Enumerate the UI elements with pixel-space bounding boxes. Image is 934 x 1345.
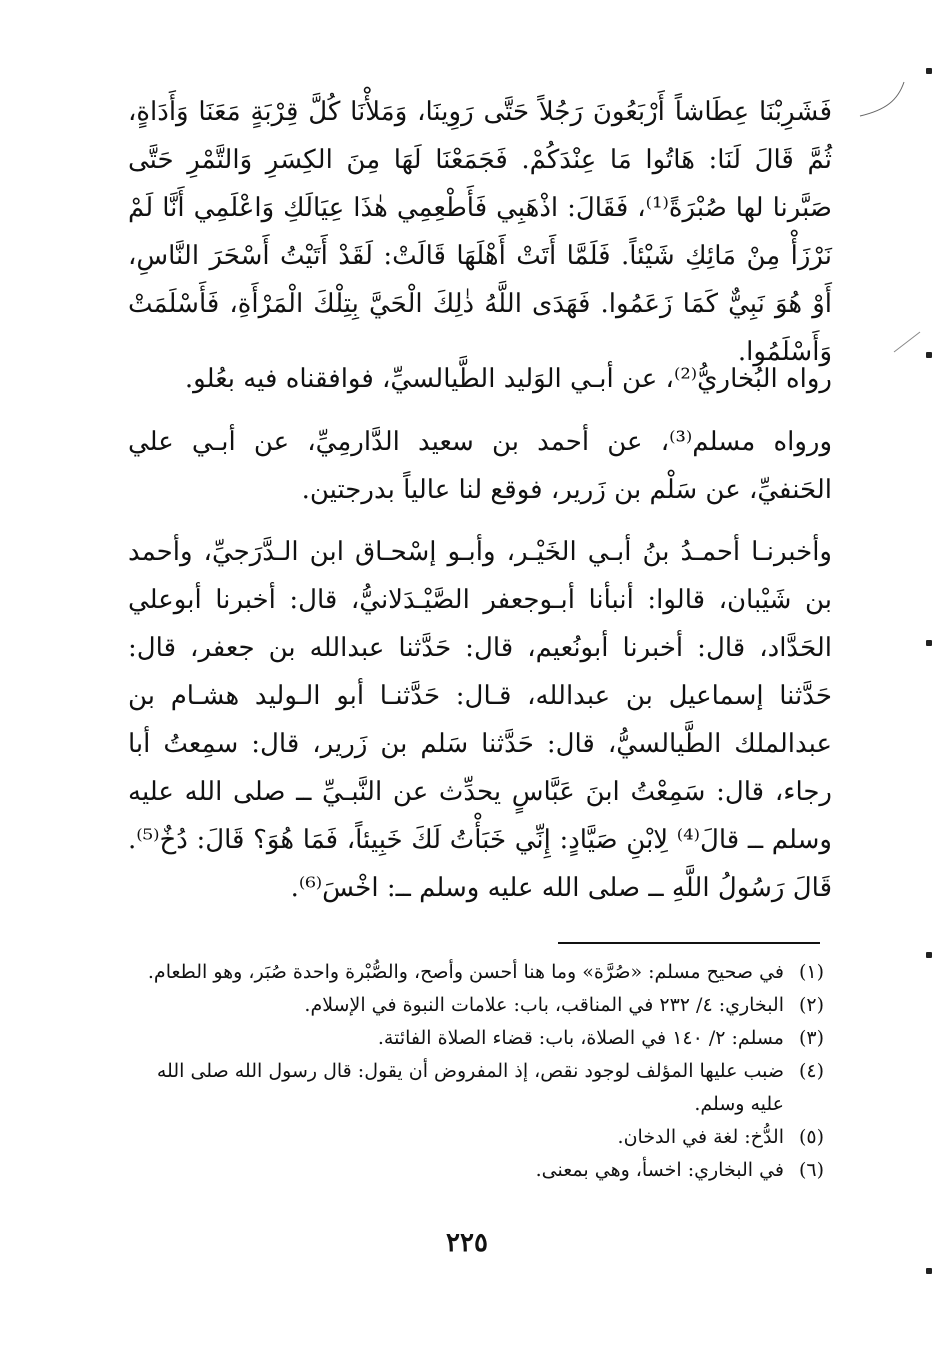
footnote-item (128, 1055, 824, 1121)
margin-dot (926, 640, 932, 646)
body-paragraph-2 (128, 355, 832, 403)
footnote-number: (٥) (798, 1126, 824, 1148)
pencil-mark (858, 80, 908, 120)
footnote-item (128, 1121, 824, 1154)
footnotes (128, 956, 824, 1187)
footnote-number: (١) (798, 961, 824, 983)
footnote-number: (٦) (798, 1159, 824, 1181)
footnote-item (128, 989, 824, 1022)
footnote-text: ضبب عليها المؤلف لوجود نقص، إذ المفروض أن يقول: قال رسول الله صلى الله عليه وسلم. (156, 1060, 784, 1115)
footnote-number: (٢) (798, 994, 824, 1016)
footnote-text: مسلم: ٢/ ١٤٠ في الصلاة، باب: قضاء الصلاة الفائتة. (377, 1027, 784, 1049)
margin-dot (926, 352, 932, 358)
page-number: ٢٢٥ (446, 1228, 488, 1258)
footnote-separator (558, 942, 820, 944)
footnote-number: (٣) (798, 1027, 824, 1049)
body-paragraph-4 (128, 528, 832, 912)
footnote-item (128, 1022, 824, 1055)
margin-dot (926, 952, 932, 958)
footnote-number: (٤) (798, 1060, 824, 1082)
pencil-mark (892, 330, 922, 354)
paragraph-text: وأخبرنـا أحمـدُ بنُ أبـي الخَيْـر، وأبـو إسْحـاق ابن الـدَّرَجيِّ، وأحمد بن شَيْبان، قالوا: أنبأنا أبـوجعفر الصَّيْـدَلانيُّ، قال: أخبرنا أبوعلي الحَدَّاد، قال: أخبرنا أبونُعيم، قال: حَدَّثنا عبدالله بن جعفر، قال: حَدَّثنا إسماعيل بن عبدالله، قـال: حَدَّثنـا أبو الـوليد هشـام بن عبدالملك الطَّيالسيُّ، قال: حَدَّثنا سَلم بن زَرير، قال: سمِعتُ أبا رجاء، قال: سَمِعْتُ ابنَ عَبَّاسٍ يحدِّث عن النَّبـيِّ ــ صلى الله عليه وسلم ــ قالَ⁽⁴⁾ لِابْنِ صَيَّادٍ: إِنِّي خَبَأْتُ لَكَ خَبِيئاً، فَمَا هُوَ؟ قَالَ: دُخٌ⁽⁵⁾. قَالَ رَسُولُ اللَّهِ ــ صلى الله عليه وسلم ــ: اخْسَ⁽⁶⁾. (128, 537, 832, 903)
body-paragraph-3 (128, 418, 832, 514)
footnote-item (128, 1154, 824, 1187)
paragraph-text: ورواه مسلم⁽³⁾، عن أحمد بن سعيد الدَّارمِيِّ، عن أبـي علي الحَنفيِّ، عن سَلْم بن زَرير، فوقع لنا عالياً بدرجتين. (128, 427, 832, 505)
body-paragraph-1 (128, 88, 832, 376)
footnote-item (128, 956, 824, 989)
footnote-text: الدُّخ: لغة في الدخان. (617, 1126, 784, 1148)
footnote-text: في صحيح مسلم: «صُرَّة» وما هنا أحسن وأصح، والصُّبْرة واحدة صُبَر، وهو الطعام. (147, 961, 784, 983)
footnote-text: في البخاري: اخسأ، وهي بمعنى. (535, 1159, 784, 1181)
paragraph-text: فَشَرِبْنَا عِطَاشاً أَرْبَعُونَ رَجُلاً حَتَّى رَوِينَا، وَمَلأْنَا كُلَّ قِرْبَةٍ مَعَنَا وَأَدَاةٍ، ثُمَّ قَالَ لَنَا: هَاتُوا مَا عِنْدَكُمْ. فَجَمَعْنَا لَهَا مِنَ الكِسَرِ وَالتَّمْرِ حَتَّى صَبَّرنا لها صُبْرَةً⁽¹⁾، فَقَالَ: اذْهَبِي فَأَطْعِمِي هٰذَا عِيَالَكِ وَاعْلَمِي أَنَّا لَمْ نَرْزَأْ مِنْ مَائِكِ شَيْئاً. فَلَمَّا أَتَتْ أَهْلَهَا قَالَتْ: لَقَدْ أَتَيْتُ أَسْحَرَ النَّاسِ، أَوْ هُوَ نَبِيٌّ كَمَا زَعَمُوا. فَهَدَى اللَّهُ ذٰلِكَ الْحَيَّ بِتِلْكَ الْمَرْأَةِ، فَأَسْلَمَتْ وَأَسْلَمُوا. (128, 97, 833, 367)
margin-dot (926, 1268, 932, 1274)
footnote-text: البخاري: ٤/ ٢٣٢ في المناقب، باب: علامات النبوة في الإسلام. (304, 994, 784, 1016)
margin-dot (926, 68, 932, 74)
paragraph-text: رواه البُخاريُّ⁽²⁾، عن أبـي الوَليد الطَّيالسيِّ، فوافقناه فيه بعُلو. (184, 364, 832, 394)
